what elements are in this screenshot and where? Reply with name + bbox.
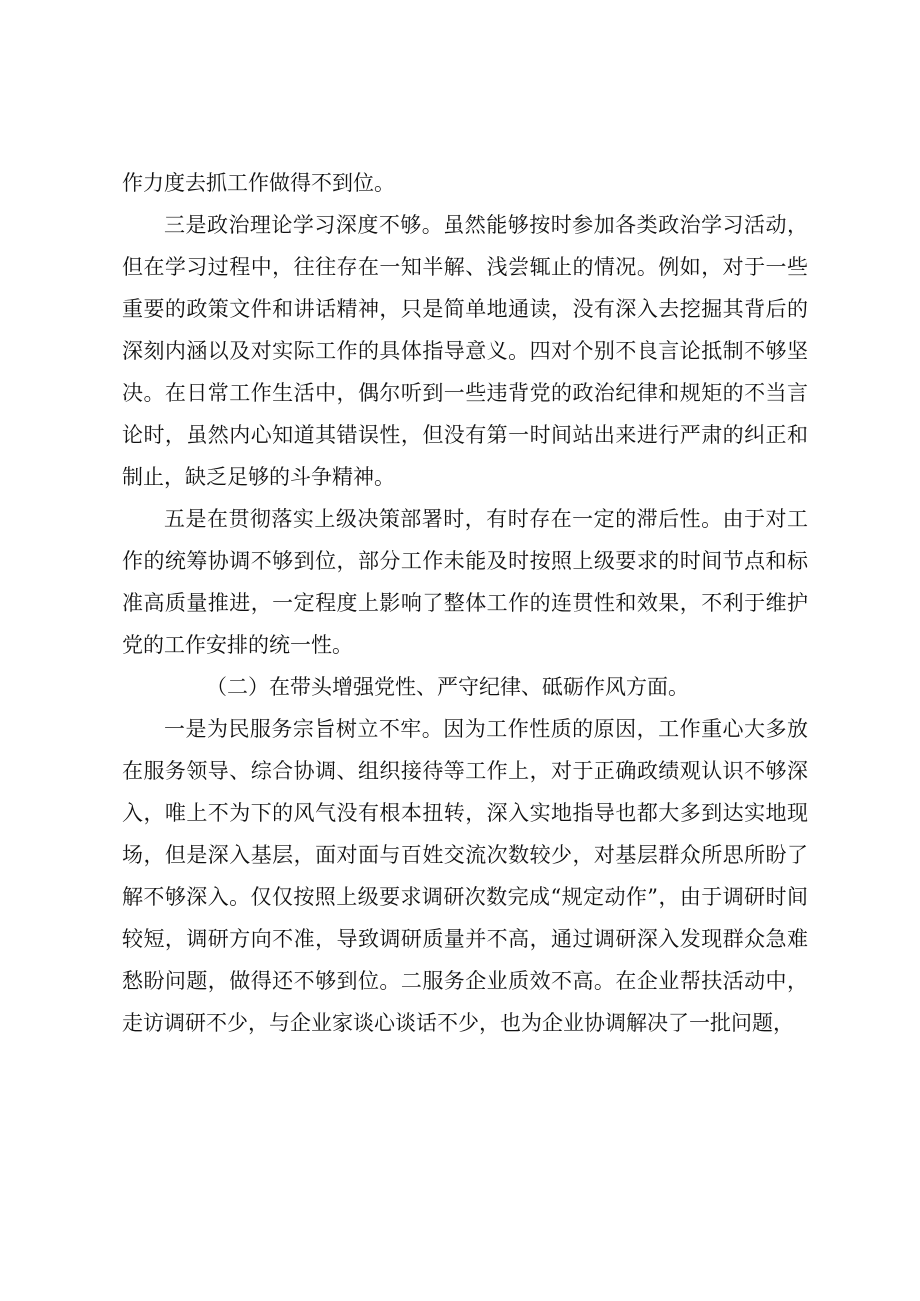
paragraph-service-purpose: 一是为民服务宗旨树立不牢。因为工作性质的原因，工作重心大多放在服务领导、综合协调、组织接待等工作上，对于正确政绩观认识不够深入，唯上不为下的风气没有根本扭转，深入实地指导也都大多到达实地现场，但是深入基层，面对面与百姓交流次数较少，对基层群众所思所盼了解不够深入。仅仅按照上级要求调研次数完成“规定动作”，由于调研时间较短，调研方向不准，导致调研质量并不高，通过调研深入发现群众急难愁盼问题，做得还不够到位。二服务企业质效不高。在企业帮扶活动中，走访调研不少，与企业家谈心谈话不少，也为企业协调解决了一批问题， [122, 717, 808, 1035]
paragraph-implementation-lag: 五是在贯彻落实上级决策部署时，有时存在一定的滞后性。由于对工作的统筹协调不够到位，部分工作未能及时按照上级要求的时间节点和标准高质量推进，一定程度上影响了整体工作的连贯性和效果，不利于维护党的工作安排的统一性。 [122, 507, 808, 657]
section-heading: （二）在带头增强党性、严守纪律、砥砺作风方面。 [206, 675, 689, 699]
paragraph-political-theory: 三是政治理论学习深度不够。虽然能够按时参加各类政治学习活动，但在学习过程中，往往存在一知半解、浅尝辄止的情况。例如，对于一些重要的政策文件和讲话精神，只是简单地通读，没有深入去挖掘其背后的深刻内涵以及对实际工作的具体指导意义。四对个别不良言论抵制不够坚决。在日常工作生活中，偶尔听到一些违背党的政治纪律和规矩的不当言论时，虽然内心知道其错误性，但没有第一时间站出来进行严肃的纠正和制止，缺乏足够的斗争精神。 [122, 213, 808, 489]
paragraph-continuation: 作力度去抓工作做得不到位。 [122, 171, 395, 195]
document-body [122, 162, 808, 1044]
